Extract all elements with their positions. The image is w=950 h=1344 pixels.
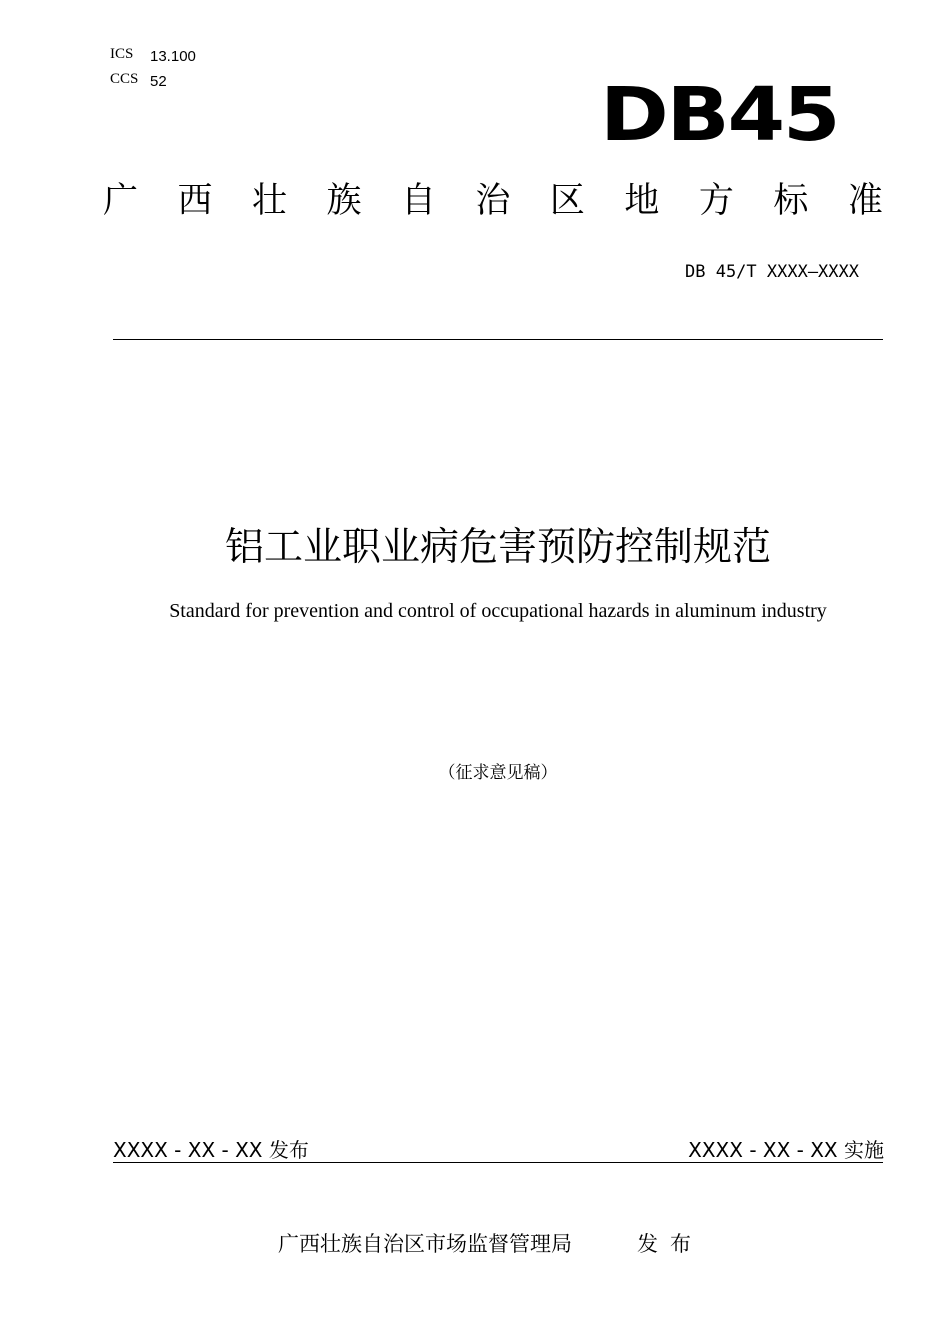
bottom-divider [113,1162,883,1163]
standard-type-char: 地 [624,181,660,221]
standard-type-char: 西 [177,181,213,221]
ics-value: 13.100 [150,48,196,65]
standard-type-char: 族 [326,181,362,221]
title-chinese: 铝工业职业病危害预防控制规范 [224,525,771,570]
publisher: 广西壮族自治区市场监督管理局 [278,1232,572,1256]
standard-type-char: 壮 [251,181,287,221]
title-english: Standard for prevention and control of occupational hazards in aluminum industry [169,600,827,622]
publish-word: 发布 [637,1232,703,1256]
standard-type-char: 方 [698,181,734,221]
implementation-date: XXXX - XX - XX 实施 [688,1138,884,1162]
ics-label: ICS [110,46,134,62]
standard-type-char: 广 [103,181,139,221]
standard-type-char: 治 [475,181,511,221]
standard-type [103,181,883,221]
draft-note: （征求意见稿） [438,763,558,783]
ccs-label: CCS [110,71,139,87]
standard-type-char: 标 [773,181,809,221]
standard-type-char: 准 [847,181,883,221]
top-divider [113,339,883,340]
issue-date: XXXX - XX - XX 发布 [113,1138,309,1162]
standard-type-char: 自 [400,181,436,221]
standard-type-char: 区 [549,181,585,221]
standard-number: DB 45/T XXXX—XXXX [685,262,859,282]
ccs-value: 52 [150,73,167,90]
db45-logo: DB45 [600,72,839,158]
